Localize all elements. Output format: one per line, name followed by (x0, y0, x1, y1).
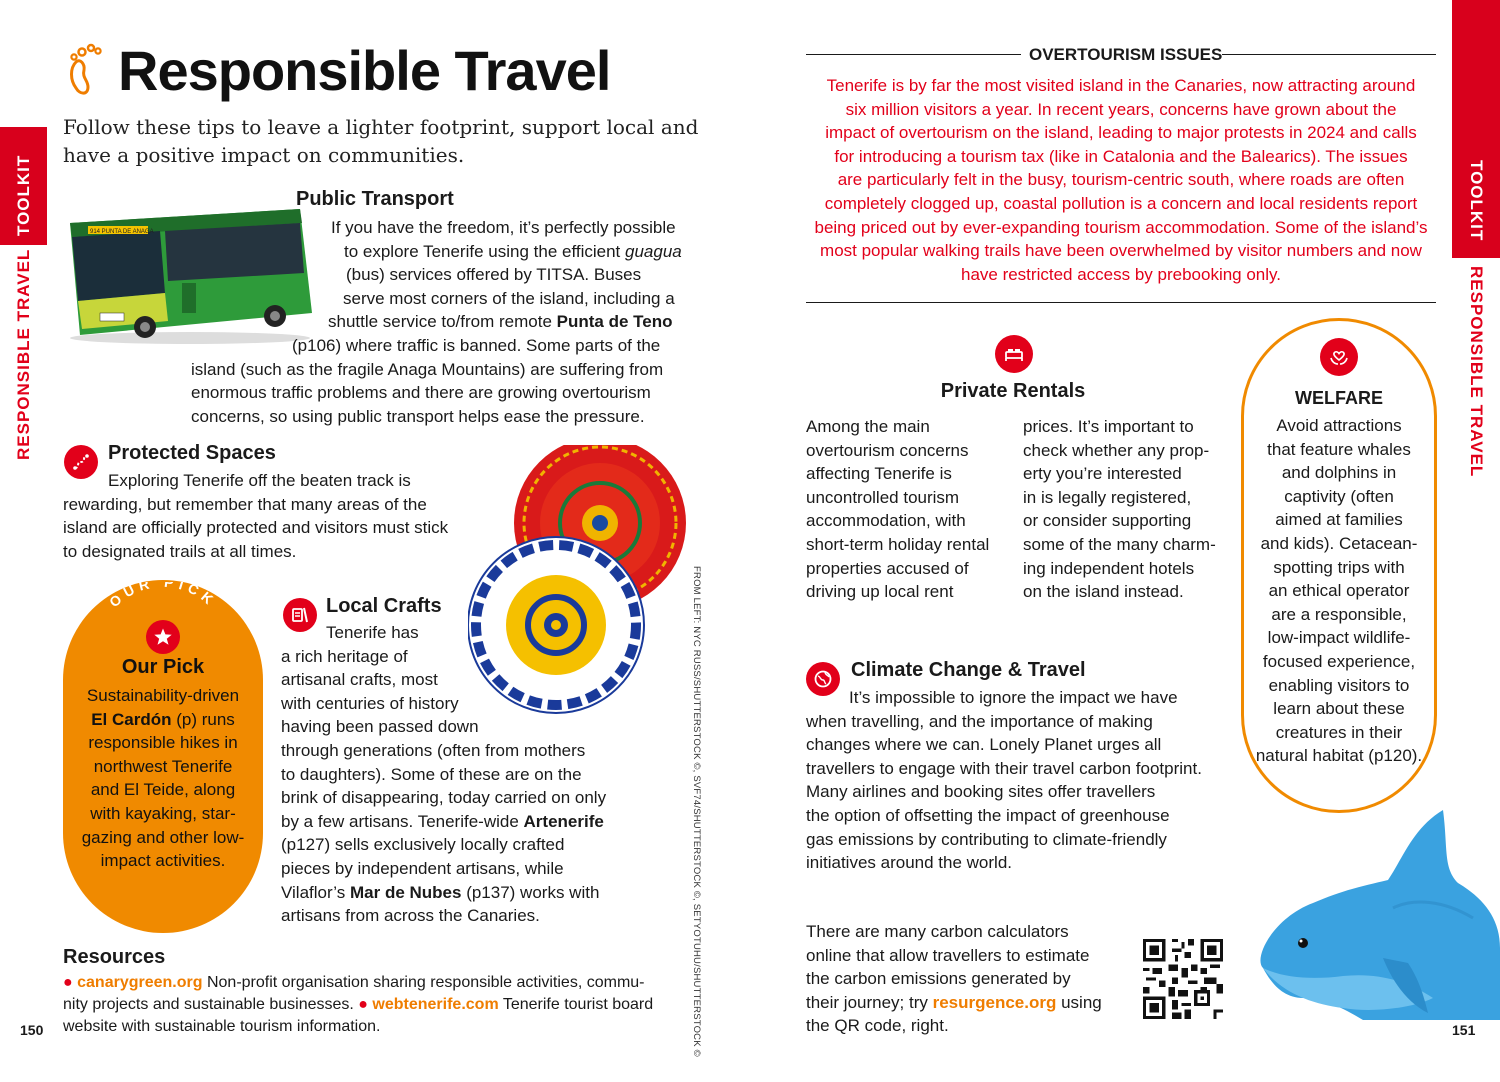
text-line: gas emissions by contributing to climate-friendly (806, 829, 1167, 849)
text-line: affecting Tenerife is (806, 464, 952, 484)
text-line: most popular walking trails have been overwhelmed by visitor numbers and now (820, 241, 1422, 261)
text-line: learn about these (1273, 699, 1405, 719)
text-span: Mar de Nubes (349, 882, 462, 902)
text-span: nity projects and sustainable businesses. (63, 996, 359, 1013)
welfare-text (1241, 414, 1437, 768)
text-line: It’s impossible to ignore the impact we have (849, 688, 1178, 707)
intro-line: Follow these tips to leave a lighter footprint, support local and (63, 115, 699, 139)
text-line: a rich heritage of (281, 646, 408, 666)
text-span: El Cardón (91, 709, 172, 729)
text-line: uncontrolled tourism (806, 487, 960, 507)
text-span: Non-profit organisation sharing responsible activities, commu- (202, 974, 645, 991)
text-line: the option of offsetting the impact of greenhouse (806, 805, 1170, 825)
text-line: prices. It’s important to (1023, 417, 1194, 436)
dolphin-image (1243, 808, 1500, 1020)
text-line: initiatives around the world. (806, 853, 1013, 873)
overtourism-rule-right (1222, 54, 1436, 55)
protected-spaces-text (63, 469, 448, 563)
text-span: Punta de Teno (556, 312, 673, 332)
text-line: creatures in their (1275, 722, 1403, 742)
page-number-left: 150 (20, 1022, 44, 1038)
text-line: website with sustainable tourism information. (63, 1018, 381, 1035)
text-line: Tenerife has (326, 623, 419, 642)
overtourism-rule-left (806, 54, 1021, 55)
climate-text (806, 686, 1202, 875)
left-section-label: RESPONSIBLE TRAVEL (14, 248, 33, 460)
text-line (806, 991, 1102, 1015)
text-line: and kids). Cetacean- (1260, 533, 1418, 553)
text-line: Many airlines and booking sites offer travellers (806, 782, 1156, 802)
private-rentals-col2 (1023, 415, 1216, 604)
heart-hands-icon (1320, 338, 1358, 376)
right-toolkit-label: TOOLKIT (1467, 160, 1486, 242)
text-line: changes where we can. Lonely Planet urges all (806, 735, 1162, 755)
star-icon (146, 620, 180, 654)
text-line: for introducing a tourism tax (like in Catalonia and the Balearics). The issues (834, 146, 1408, 166)
text-line: artisans from across the Canaries. (281, 906, 540, 926)
text-line: pieces by independent artisans, while (281, 858, 564, 878)
text-line: artisanal crafts, most (281, 670, 438, 690)
text-line: are a responsible, (1271, 604, 1407, 624)
text-span: (p137) works with (461, 882, 600, 902)
text-line: with kayaking, star- (90, 803, 236, 823)
text-line: with centuries of history (281, 693, 459, 713)
text-line: If you have the freedom, it’s perfectly possible (331, 218, 676, 237)
text-line: serve most corners of the island, including a (343, 288, 675, 308)
text-line (63, 708, 263, 732)
text-line: responsible hikes in (88, 733, 238, 753)
text-line: to designated trails at all times. (63, 541, 297, 561)
local-crafts-heading: Local Crafts (326, 595, 442, 617)
text-line: spotting trips with (1273, 557, 1405, 577)
text-line: Sustainability-driven (86, 686, 240, 705)
bus-sign: 914 PUNTA DE ANAGA (90, 229, 154, 235)
carbon-text (806, 920, 1102, 1038)
text-line: island (such as the fragile Anaga Mountains) are suffering from (191, 359, 664, 379)
page-number-right: 151 (1452, 1022, 1476, 1038)
text-line (63, 994, 653, 1016)
text-line: Tenerife is by far the most visited island in the Canaries, now attracting around (826, 76, 1416, 95)
text-line: some of the many charm- (1023, 534, 1216, 554)
qr-code[interactable] (1143, 939, 1223, 1019)
text-line: having been passed down (281, 717, 479, 737)
text-line: the carbon emissions generated by (806, 969, 1071, 989)
text-span: to explore Tenerife using the efficient (344, 241, 625, 261)
text-line: captivity (often (1284, 486, 1394, 506)
text-line: short-term holiday rental (806, 534, 990, 554)
private-rentals-col1 (806, 415, 989, 604)
bullet-icon: ● (358, 996, 368, 1013)
text-line: accommodation, with (806, 511, 966, 531)
text-line: that feature whales (1267, 439, 1411, 459)
left-toolkit-label: TOOLKIT (14, 154, 33, 236)
photo-credit: FROM LEFT: NYC RUSS/SHUTTERSTOCK ©, SVF74/SHUTTERSTOCK ©, SETYOTUHU/SHUTTERSTOCK © (691, 566, 702, 1057)
text-line: There are many carbon calculators (806, 922, 1069, 941)
resurgence-link[interactable]: resurgence.org (932, 992, 1057, 1012)
text-line: Exploring Tenerife off the beaten track is (108, 471, 411, 490)
text-line: completely clogged up, coastal pollution is a concern and local residents report (824, 193, 1418, 213)
text-line: concerns, so using public transport helps ease the pressure. (191, 406, 645, 426)
text-line: (p127) sells exclusively locally crafted (281, 835, 565, 855)
text-line: erty you’re interested (1023, 464, 1182, 484)
text-line: through generations (often from mothers (281, 740, 586, 760)
text-line: natural habitat (p120). (1255, 746, 1423, 766)
our-pick-heading: Our Pick (121, 656, 205, 678)
text-line: (p106) where traffic is banned. Some parts of the (292, 336, 661, 355)
text-line: overtourism concerns (806, 440, 969, 460)
text-span: by a few artisans. Tenerife-wide (281, 811, 524, 831)
text-line: an ethical operator (1268, 581, 1410, 601)
private-rentals-heading: Private Rentals (940, 380, 1086, 402)
protected-spaces-heading: Protected Spaces (108, 442, 276, 464)
overtourism-rule-bottom (806, 302, 1436, 303)
text-line: gazing and other low- (81, 827, 245, 847)
text-span: their journey; try (806, 992, 933, 1012)
text-line: in is legally registered, (1023, 487, 1192, 507)
text-line: are particularly felt in the busy, tourism-centric south, where roads are often (837, 170, 1405, 190)
page-title: Responsible Travel (118, 39, 611, 102)
text-span: (p) runs (171, 709, 235, 729)
climate-heading: Climate Change & Travel (851, 659, 1086, 681)
text-line: Avoid attractions (1276, 416, 1402, 435)
bed-icon (995, 335, 1033, 373)
intro-line: have a positive impact on communities. (63, 143, 465, 167)
resource-link[interactable]: canarygreen.org (77, 974, 203, 991)
text-line: low-impact wildlife- (1267, 628, 1411, 648)
bullet-icon: ● (63, 974, 73, 991)
text-line: properties accused of (806, 558, 969, 578)
text-line: focused experience, (1262, 651, 1416, 671)
resource-link[interactable]: webtenerife.com (372, 996, 499, 1013)
public-transport-heading: Public Transport (296, 188, 454, 210)
text-line: brink of disappearing, today carried on only (281, 788, 607, 808)
text-line: to daughters). Some of these are on the (281, 764, 582, 784)
text-span: guagua (625, 241, 682, 261)
text-line: impact of overtourism on the island, leading to major protests in 2024 and calls (825, 123, 1417, 143)
text-line: northwest Tenerife (93, 756, 233, 776)
text-span: Vilaflor’s (281, 882, 350, 902)
text-line (281, 810, 606, 834)
text-line: impact activities. (100, 851, 226, 871)
text-line (344, 240, 682, 264)
right-section-label: RESPONSIBLE TRAVEL (1467, 266, 1486, 478)
text-line: travellers to engage with their travel carbon footprint. (806, 758, 1202, 778)
text-line: driving up local rent (806, 582, 954, 602)
text-span: Tenerife tourist board (498, 996, 654, 1013)
text-line (63, 972, 653, 994)
text-line: enabling visitors to (1268, 675, 1410, 695)
text-line: have restricted access by prebooking only. (960, 264, 1282, 284)
local-crafts-text (281, 621, 606, 928)
intro-text (63, 113, 698, 169)
our-pick-text (63, 684, 263, 873)
overtourism-heading: OVERTOURISM ISSUES (1029, 45, 1223, 64)
text-line: when travelling, and the importance of making (806, 711, 1153, 731)
text-line (328, 310, 673, 334)
text-span: shuttle service to/from remote (328, 312, 557, 332)
text-line (281, 881, 606, 905)
text-line: aimed at families (1275, 510, 1403, 530)
text-line: rewarding, but remember that many areas of the (63, 494, 427, 514)
text-line: check whether any prop- (1023, 440, 1210, 460)
text-line: or consider supporting (1023, 511, 1192, 531)
text-line: enormous traffic problems and there are growing overtourism (191, 383, 651, 403)
overtourism-text (806, 74, 1436, 286)
text-line: (bus) services offered by TITSA. Buses (346, 265, 642, 285)
welfare-heading: WELFARE (1295, 388, 1383, 408)
text-line: the QR code, right. (806, 1016, 949, 1036)
text-line: being priced out by ever-expanding tourism accommodation. Some of the island’s (814, 217, 1428, 237)
text-span: using (1056, 992, 1102, 1012)
text-line: ing independent hotels (1023, 558, 1195, 578)
text-line: and El Teide, along (90, 780, 236, 800)
text-line: on the island instead. (1023, 582, 1184, 602)
footprint-icon (62, 40, 106, 100)
text-line: and dolphins in (1281, 463, 1397, 483)
bus-image (50, 203, 325, 348)
text-span: Artenerife (523, 811, 604, 831)
text-line: island are officially protected and visitors must stick (63, 518, 449, 538)
text-line: six million visitors a year. In recent years, concerns have grown about the (845, 99, 1397, 119)
arc-label: OUR PICK (105, 582, 221, 611)
text-line: online that allow travellers to estimate (806, 945, 1090, 965)
resources-heading: Resources (63, 946, 166, 968)
svg-text:OUR PICK (106, 582, 220, 610)
text-line: Among the main (806, 417, 930, 436)
resources-text (63, 972, 653, 1038)
